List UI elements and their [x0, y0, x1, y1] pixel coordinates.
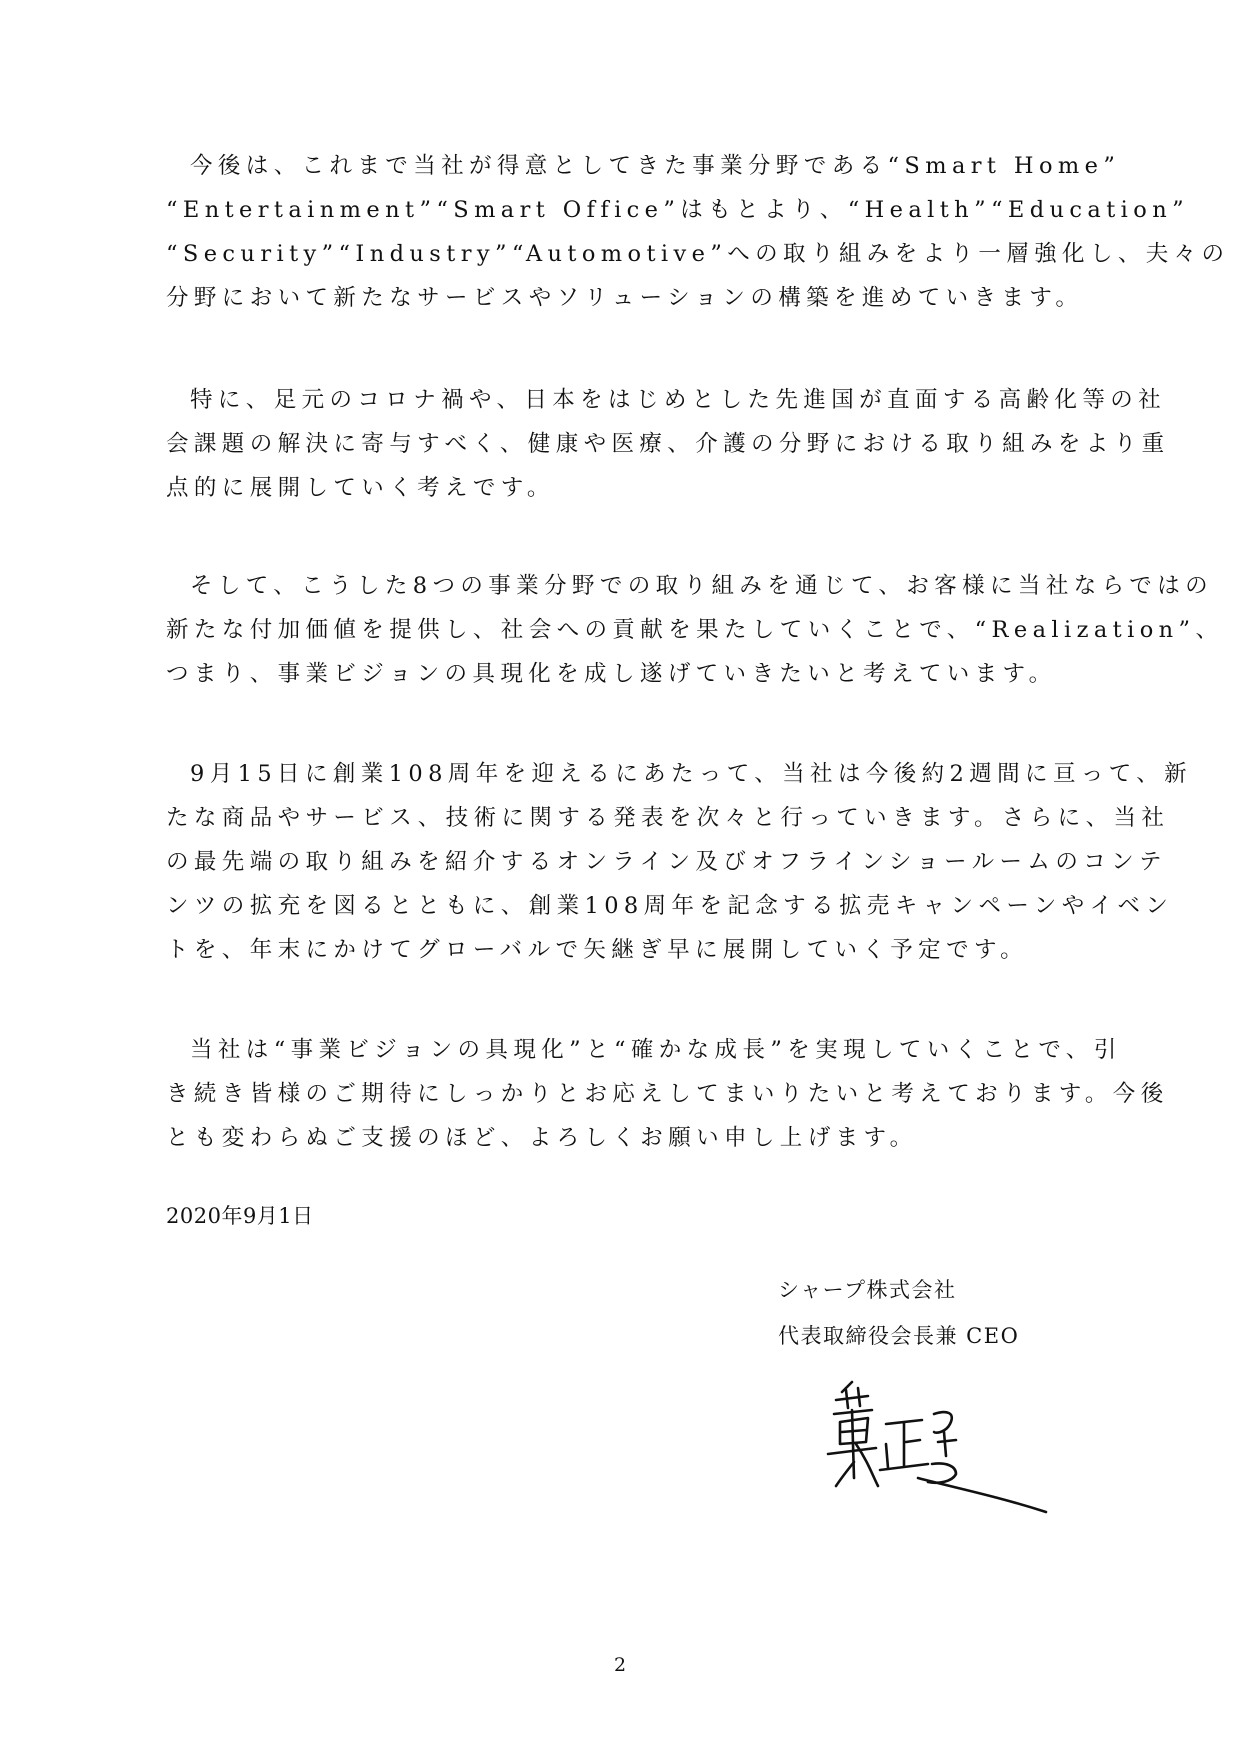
paragraph-line: たな商品やサービス、技術に関する発表を次々と行っていきます。さらに、当社	[166, 805, 1170, 831]
paragraph-line: ンツの拡充を図るとともに、創業108周年を記念する拡売キャンペーンやイベン	[166, 893, 1174, 919]
paragraph-line: とも変わらぬご支援のほど、よろしくお願い申し上げます。	[166, 1125, 918, 1151]
paragraph-line: 新たな付加価値を提供し、社会への貢献を果たしていくことで、“Realization”、	[166, 617, 1224, 643]
page-number: 2	[613, 1654, 627, 1676]
paragraph-line: 分野において新たなサービスやソリューションの構築を進めていきます。	[166, 285, 1084, 311]
company-name: シャープ株式会社	[778, 1278, 957, 1302]
paragraph-line: 今後は、これまで当社が得意としてきた事業分野である“Smart Home”	[190, 153, 1121, 179]
paragraph-line: 9月15日に創業108周年を迎えるにあたって、当社は今後約2週間に亘って、新	[190, 761, 1193, 787]
paragraph-line: 当社は“事業ビジョンの具現化”と“確かな成長”を実現していくことで、引	[190, 1037, 1122, 1063]
paragraph-line: “Entertainment”“Smart Office”はもとより、“Health”“Education”	[166, 197, 1189, 223]
paragraph-line: 特に、足元のコロナ禍や、日本をはじめとした先進国が直面する高齢化等の社	[190, 387, 1167, 413]
paragraph-line: き続き皆様のご期待にしっかりとお応えしてまいりたいと考えております。今後	[166, 1081, 1169, 1107]
paragraph-line: の最先端の取り組みを紹介するオンライン及びオフラインショールームのコンテ	[166, 849, 1167, 875]
paragraph-line: “Security”“Industry”“Automotive”への取り組みをより一層強化し、夫々の	[166, 241, 1230, 267]
signatory-title: 代表取締役会長兼 CEO	[778, 1324, 1020, 1348]
document-date: 2020年9月1日	[166, 1204, 314, 1228]
paragraph-line: そして、こうした8つの事業分野での取り組みを通じて、お客様に当社ならではの	[190, 573, 1213, 599]
handwritten-signature	[806, 1370, 1056, 1520]
paragraph-line: 会課題の解決に寄与すべく、健康や医療、介護の分野における取り組みをより重	[166, 431, 1170, 457]
paragraph-line: 点的に展開していく考えです。	[166, 475, 555, 501]
paragraph-line: つまり、事業ビジョンの具現化を成し遂げていきたいと考えています。	[166, 661, 1057, 687]
paragraph-line: トを、年末にかけてグローバルで矢継ぎ早に展開していく予定です。	[166, 937, 1028, 963]
